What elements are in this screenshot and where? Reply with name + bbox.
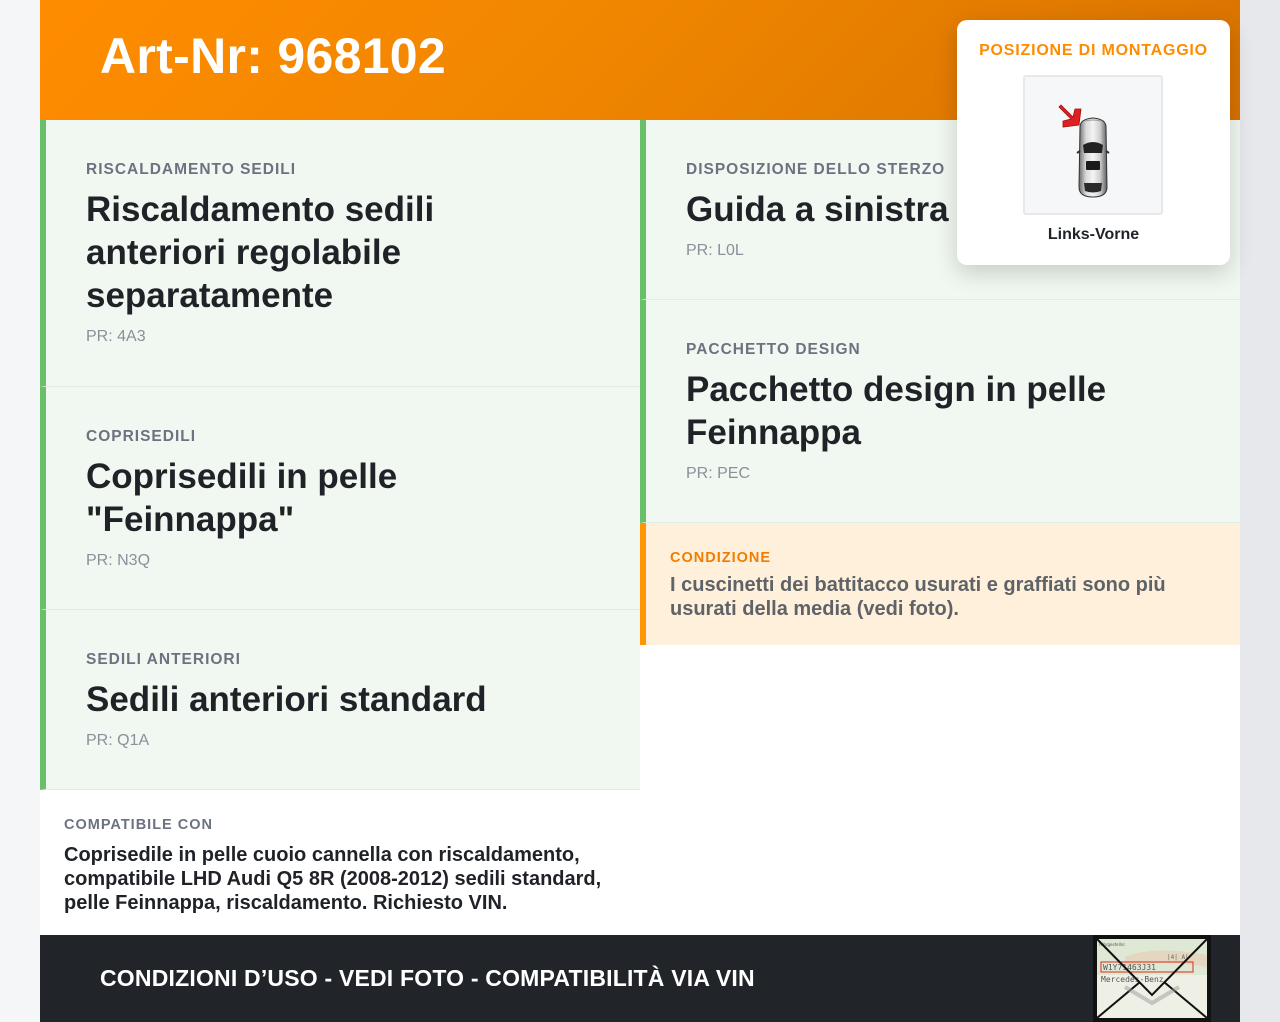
vin-document-envelope-icon <box>1095 937 1209 1020</box>
spec-value: Pacchetto design in pelle Feinnappa <box>686 370 1107 452</box>
spec-value: Sedili anteriori standard <box>86 680 487 719</box>
compatibility-text: Coprisedile in pelle cuoio cannella con riscaldamento, compatibile LHD Audi Q5 8R (2008-2012) sedili standard, pelle Feinnappa, riscaldamento. Richiesto VIN. <box>64 844 602 914</box>
condition-label: CONDIZIONE <box>670 550 772 566</box>
spec-card-front-seats <box>40 610 640 790</box>
svg-text:Fahrgestellnr.: Fahrgestellnr. <box>1099 942 1126 947</box>
red-arrow-icon <box>1059 105 1081 127</box>
spec-pr-code: PR: N3Q <box>86 552 151 569</box>
spec-card-design-package <box>640 300 1240 523</box>
spec-value: Guida a sinistra <box>686 190 949 229</box>
condition-text: I cuscinetti dei battitacco usurati e graffiati sono più usurati della media (vedi foto). <box>670 574 1166 620</box>
spec-pr-code: PR: 4A3 <box>86 328 146 345</box>
spec-card-seat-covers <box>40 387 640 610</box>
spec-pr-code: PR: Q1A <box>86 732 150 749</box>
spec-card-seat-heating <box>40 120 640 387</box>
spec-value: Coprisedili in pelle "Feinnappa" <box>86 457 398 539</box>
spec-pr-code: PR: PEC <box>686 465 751 482</box>
footer <box>40 935 1240 1022</box>
spec-label: PACCHETTO DESIGN <box>686 341 861 358</box>
mounting-position-card <box>957 20 1230 265</box>
car-top-view-icon <box>1025 77 1161 213</box>
spec-label: COPRISEDILI <box>86 428 197 445</box>
svg-text:Mercedes-Benz: Mercedes-Benz <box>1101 975 1164 984</box>
mounting-position-title: POSIZIONE DI MONTAGGIO <box>979 42 1208 59</box>
mounting-position-image <box>1023 75 1163 215</box>
left-column <box>40 120 640 935</box>
mounting-position-caption: Links-Vorne <box>1047 226 1140 243</box>
spec-label: SEDILI ANTERIORI <box>86 651 241 668</box>
svg-text:|4| A|: |4| A| <box>1167 954 1189 961</box>
compatibility-label: COMPATIBILE CON <box>64 817 213 833</box>
condition-section <box>640 523 1240 645</box>
article-number-title: Art-Nr: 968102 <box>100 28 447 84</box>
compatibility-section <box>40 790 640 935</box>
spec-pr-code: PR: L0L <box>686 242 744 259</box>
spec-value: Riscaldamento sedili anteriori regolabile separatamente <box>86 190 435 315</box>
vin-document-thumbnail[interactable] <box>1093 935 1211 1022</box>
svg-text:W1Y71463J31: W1Y71463J31 <box>1103 963 1156 972</box>
spec-label: RISCALDAMENTO SEDILI <box>86 161 297 178</box>
footer-notice: CONDIZIONI D’USO - VEDI FOTO - COMPATIBILITÀ VIA VIN <box>100 965 755 991</box>
spec-label: DISPOSIZIONE DELLO STERZO <box>686 161 946 178</box>
